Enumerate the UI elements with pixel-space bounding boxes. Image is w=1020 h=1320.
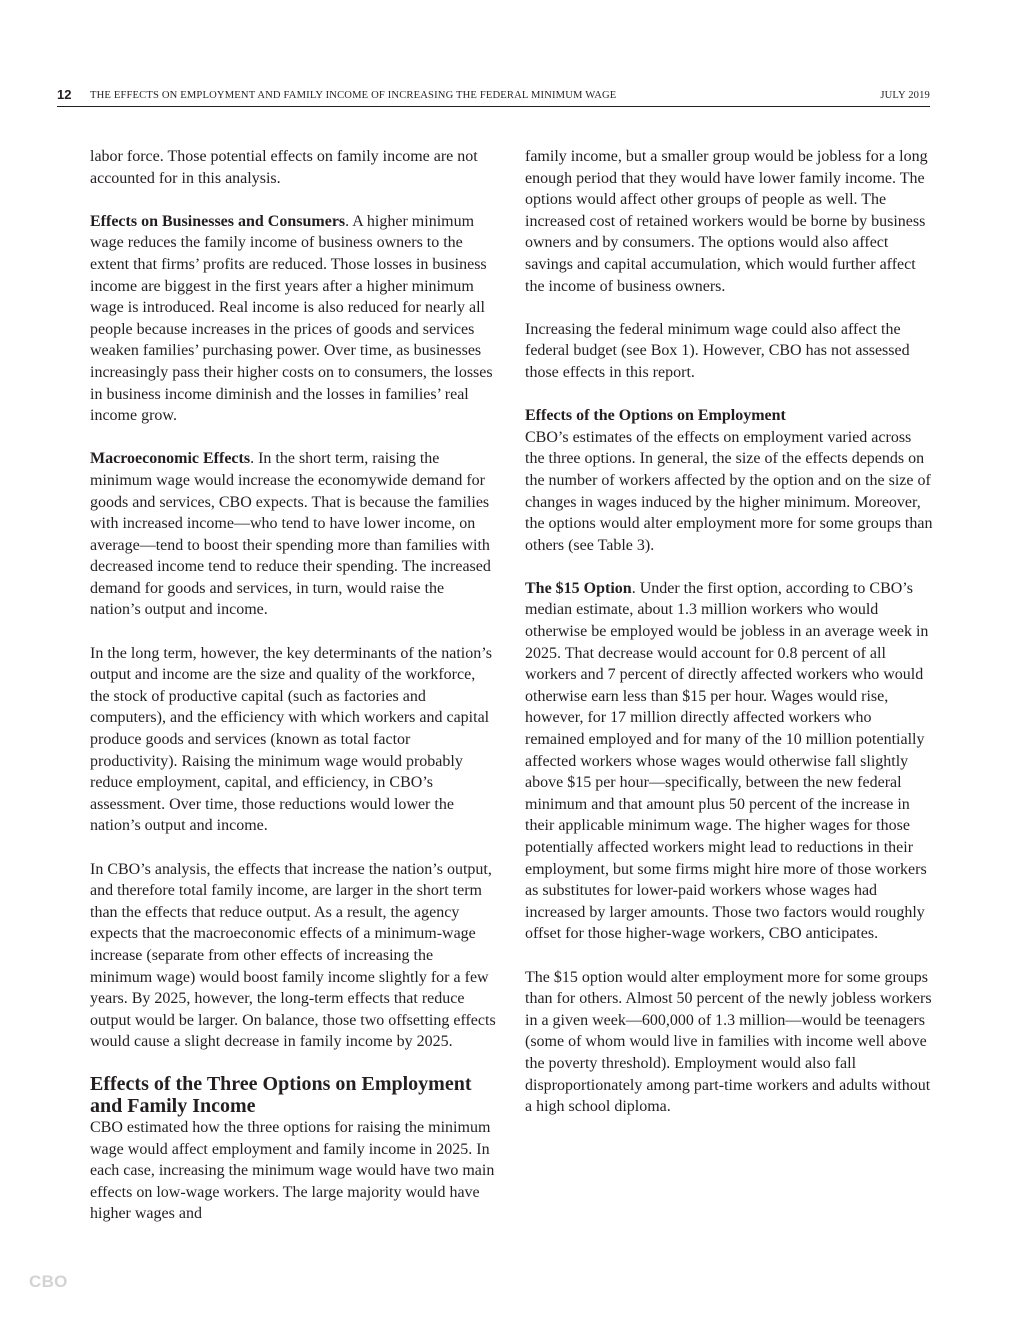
- paragraph: [90, 211, 498, 427]
- paragraph: Increasing the federal minimum wage could also affect the federal budget (see Box 1). However, CBO has not assessed those effects in this report.: [525, 320, 910, 381]
- paragraph-body: . A higher minimum wage reduces the family income of business owners to the extent that firms’ profits are reduced. Those losses in business income are biggest in the first years after a higher minimum wage is introduced. Real income is also reduced for nearly all people because increases in the prices of goods and services weaken families’ purchasing power. Over time, as businesses increasingly pass their higher costs on to consumers, the losses in business income diminish and the losses in families’ real income grow.: [90, 212, 493, 425]
- section-heading: Effects of the Three Options on Employment and Family Income: [90, 1072, 472, 1117]
- paragraph: [525, 578, 933, 945]
- paragraph: family income, but a smaller group would be jobless for a long enough period that they would have lower family income. The options would affect other groups of people as well. The increased cost of retained workers would be borne by business owners and by consumers. The options would also affect savings and capital accumulation, which would further affect the income of business owners.: [525, 148, 928, 295]
- run-in-heading: Macroeconomic Effects: [90, 450, 251, 468]
- paragraph: [90, 448, 498, 621]
- right-column: [525, 146, 933, 1118]
- run-in-heading: The $15 Option: [525, 579, 632, 597]
- running-title: THE EFFECTS ON EMPLOYMENT AND FAMILY INCOME OF INCREASING THE FEDERAL MINIMUM WAGE: [90, 90, 617, 101]
- cbo-logo: CBO: [29, 1272, 68, 1291]
- paragraph: In the long term, however, the key determinants of the nation’s output and income are the size and quality of the workforce, the stock of productive capital (such as factories and computers), and the efficiency with which workers and capital produce goods and services (known as total factor productivity). Raising the minimum wage would probably reduce employment, capital, and efficiency, in CBO’s assessment. Over time, those reductions would lower the nation’s output and income.: [90, 644, 492, 835]
- left-column: [90, 146, 498, 1225]
- paragraph: labor force. Those potential effects on family income are not accounted for in this analysis.: [90, 148, 478, 187]
- paragraph: CBO estimated how the three options for raising the minimum wage would affect employment and family income in 2025. In each case, increasing the minimum wage would have two main effects on low-wage workers. The large majority would have higher wages and: [90, 1118, 495, 1223]
- run-in-heading: Effects on Businesses and Consumers: [90, 212, 346, 230]
- running-header: [57, 86, 930, 107]
- paragraph-body: . In the short term, raising the minimum wage would increase the economywide demand for goods and services, CBO expects. That is because the families with increased income—who tend to have lower income, on average—tend to boost their spending more than families with decreased income tend to reduce their spending. The increased demand for goods and services, in turn, would raise the nation’s output and income.: [90, 450, 491, 619]
- publication-date: JULY 2019: [880, 90, 930, 101]
- paragraph: In CBO’s analysis, the effects that increase the nation’s output, and therefore total family income, are larger in the short term than the effects that reduce output. As a result, the agency expects that the macroeconomic effects of a minimum-wage increase (separate from other effects of increasing the minimum wage) would boost family income slightly for a few years. By 2025, however, the long-term effects that reduce output would be larger. On balance, those two offsetting effects would cause a slight decrease in family income by 2025.: [90, 860, 496, 1051]
- page-number: 12: [57, 87, 72, 102]
- paragraph: CBO’s estimates of the effects on employment varied across the three options. In general, the size of the effects depends on the number of workers affected by the option and on the size of changes in wages induced by the higher minimum. Moreover, the options would alter employment more for some groups than others (see Table 3).: [525, 428, 933, 554]
- paragraph-body: . Under the first option, according to CBO’s median estimate, about 1.3 million workers who would otherwise be employed would be jobless in an average week in 2025. That decrease would account for 0.8 percent of all workers and 7 percent of directly affected workers who would otherwise earn less than $15 per hour. Wages would rise, however, for 17 million directly affected workers who remained employed and for many of the 10 million potentially affected workers whose wages would otherwise fall slightly above $15 per hour—specifically, between the new federal minimum and that amount plus 50 percent of the increase in their applicable minimum wage. The higher wages for those potentially affected workers might lead to reductions in their employment, but some firms might hire more of those workers as substitutes for lower-paid workers whose wages had increased by larger amounts. Those two factors would roughly offset for those higher-wage workers, CBO anticipates.: [525, 579, 929, 943]
- subsection-heading: Effects of the Options on Employment: [525, 407, 786, 425]
- paragraph: The $15 option would alter employment more for some groups than for others. Almost 50 percent of the newly jobless workers in a given week—600,000 of 1.3 million—would be teenagers (some of whom would live in families with income well above the poverty threshold). Employment would also fall disproportionately among part-time workers and adults without a high school diploma.: [525, 968, 932, 1116]
